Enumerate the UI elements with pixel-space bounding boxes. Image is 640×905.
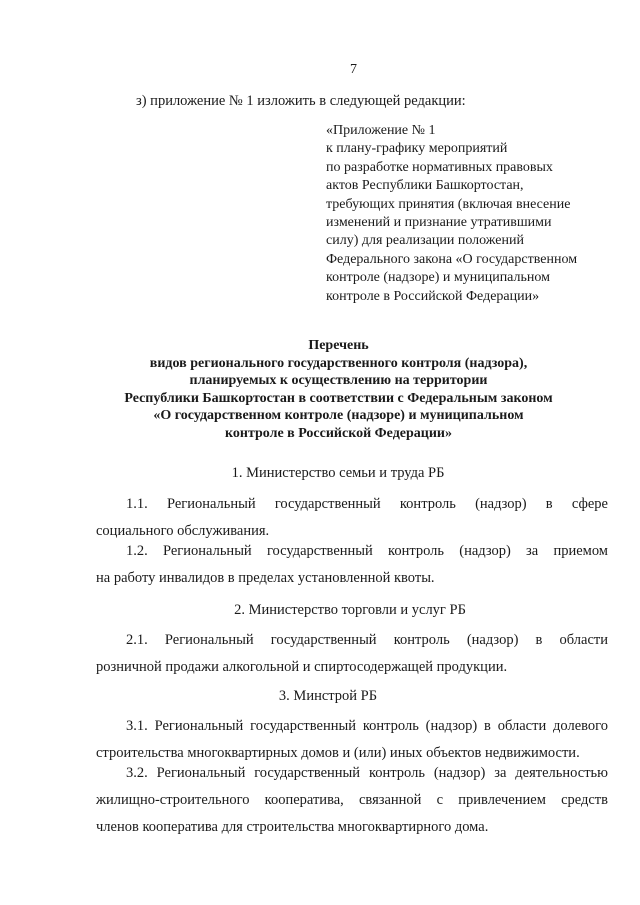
appendix-line: требующих принятия (включая внесение <box>326 196 571 212</box>
list-item <box>96 538 608 592</box>
item-line: членов кооператива для строительства многоквартирного дома. <box>96 819 489 835</box>
item-line: 2.1. Региональный государственный контроль (надзор) в области <box>126 632 608 648</box>
item-line: 3.1. Региональный государственный контроль (надзор) в области долевого <box>126 718 608 734</box>
item-line: 1.1. Региональный государственный контроль (надзор) в сфере <box>126 496 608 512</box>
list-item <box>96 491 608 545</box>
appendix-line: контроле в Российской Федерации» <box>326 288 540 304</box>
item-line: 3.2. Региональный государственный контроль (надзор) за деятельностью <box>126 765 608 781</box>
section-heading: 2. Министерство торговли и услуг РБ <box>234 602 466 618</box>
page-number: 7 <box>350 62 357 77</box>
title-line: контроле в Российской Федерации» <box>225 425 452 441</box>
item-line: жилищно-строительного кооператива, связанной с привлечением средств <box>96 792 608 808</box>
title-line: видов регионального государственного контроля (надзора), <box>149 355 528 371</box>
appendix-header <box>326 122 626 306</box>
intro-line: з) приложение № 1 изложить в следующей редакции: <box>136 93 466 109</box>
document-title <box>0 337 640 443</box>
list-item <box>96 713 608 767</box>
item-line: 1.2. Региональный государственный контроль (надзор) за приемом <box>126 543 608 559</box>
title-line: Перечень <box>308 338 369 353</box>
appendix-line: контроле (надзоре) и муниципальном <box>326 270 550 286</box>
appendix-line: изменений и признание утратившими <box>326 215 552 231</box>
list-item <box>96 627 608 681</box>
item-line: розничной продажи алкогольной и спиртосодержащей продукции. <box>96 659 508 675</box>
appendix-line: к плану-графику мероприятий <box>326 141 508 157</box>
list-item <box>96 760 608 841</box>
appendix-line: актов Республики Башкортостан, <box>326 178 524 194</box>
item-line: на работу инвалидов в пределах установленной квоты. <box>96 570 435 586</box>
section-heading: 1. Министерство семьи и труда РБ <box>231 465 445 481</box>
title-line: планируемых к осуществлению на территории <box>189 373 488 389</box>
title-line: «О государственном контроле (надзоре) и муниципальном <box>153 408 524 424</box>
appendix-line: «Приложение № 1 <box>326 123 436 138</box>
item-line: социального обслуживания. <box>96 523 270 539</box>
appendix-line: по разработке нормативных правовых <box>326 159 553 175</box>
item-line: строительства многоквартирных домов и (или) иных объектов недвижимости. <box>96 745 580 761</box>
appendix-line: Федерального закона «О государственном <box>326 251 578 267</box>
appendix-line: силу) для реализации положений <box>326 233 524 249</box>
section-heading: 3. Минстрой РБ <box>278 688 378 704</box>
title-line: Республики Башкортостан в соответствии с Федеральным законом <box>124 390 553 406</box>
